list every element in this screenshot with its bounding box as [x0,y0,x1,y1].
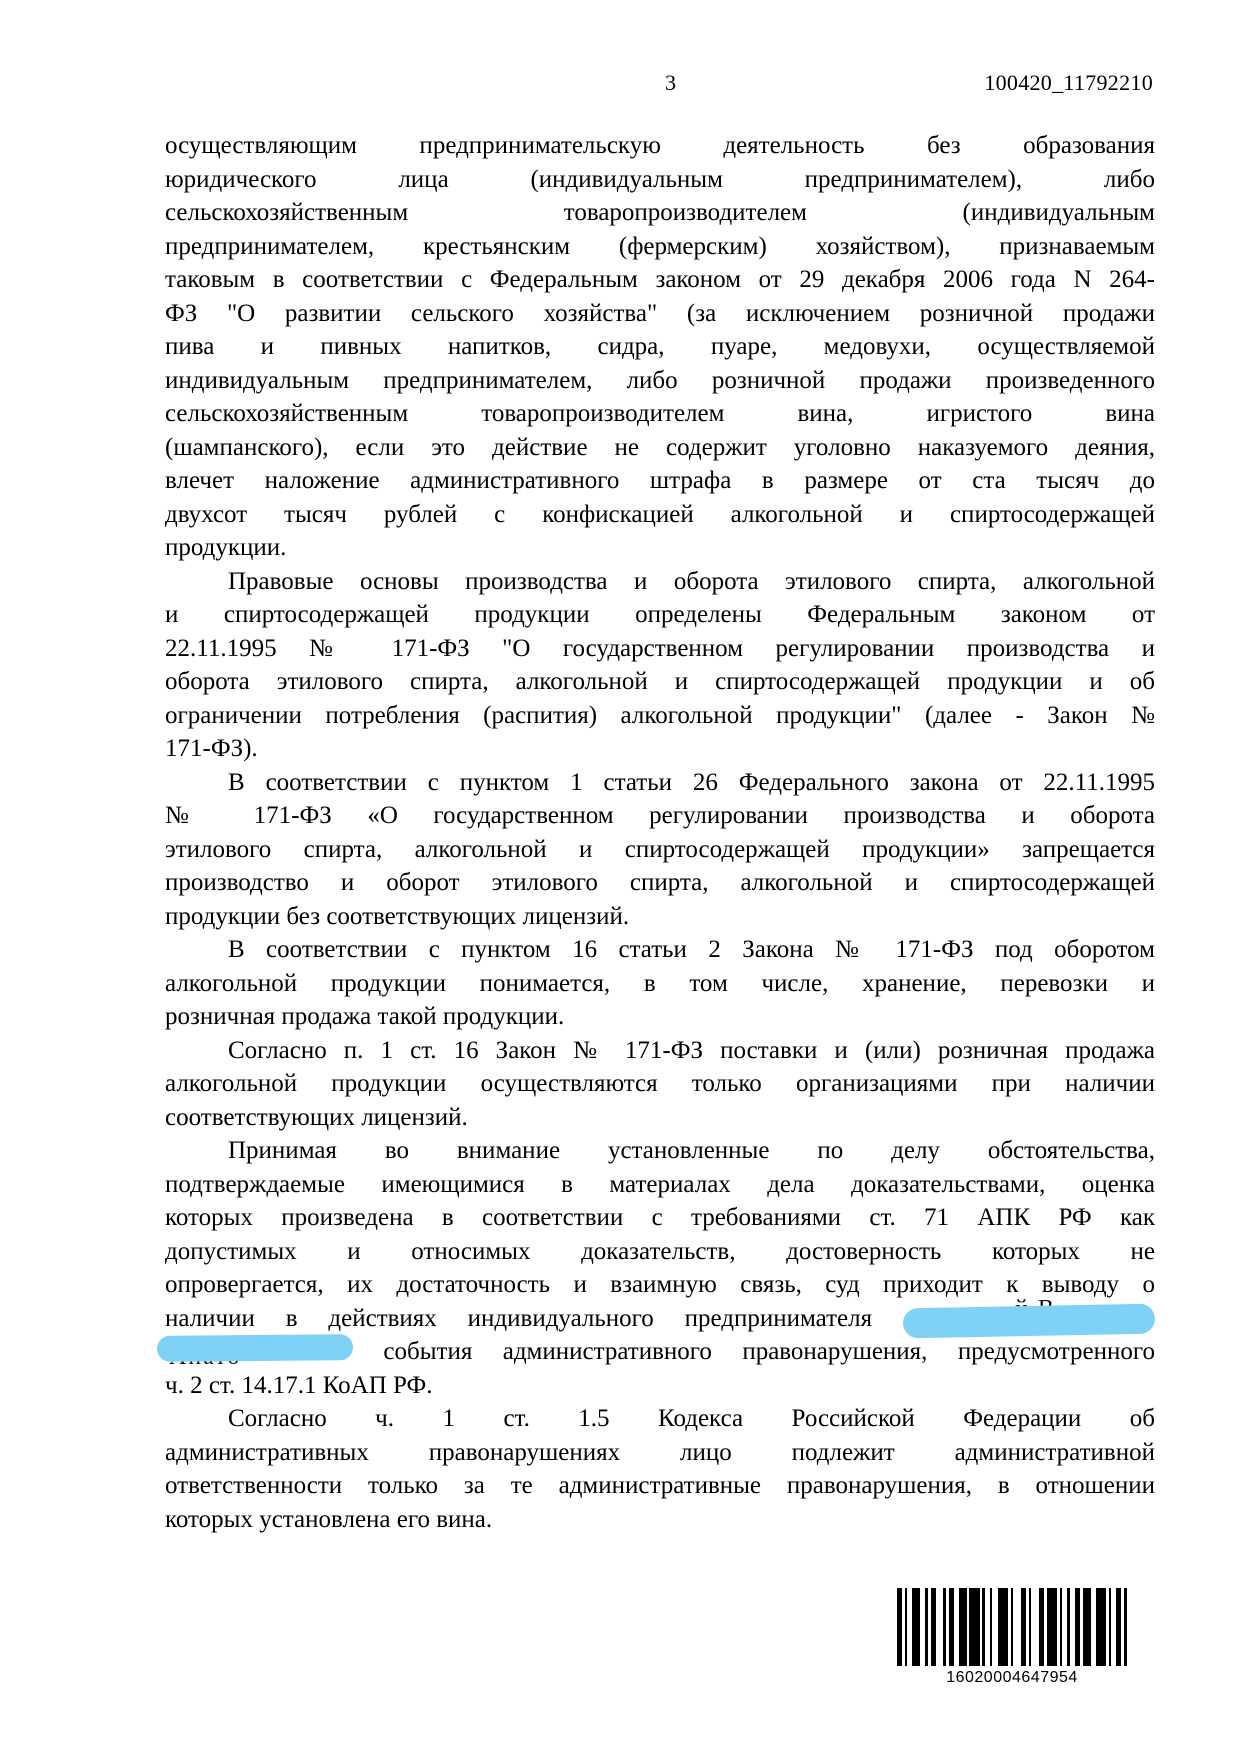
text-line: двухсот тысяч рублей с конфискацией алкогольной и спиртосодержащей [165,500,1155,528]
text-line: ответственности только за те административные правонарушения, в отношении [165,1472,1155,1499]
text-line: предпринимателем, крестьянским (фермерским) хозяйством), признаваемым [165,232,1155,260]
text-line: алкогольной продукции осуществляются только организациями при наличии [165,1070,1155,1097]
text-line: продукции без соответствующих лицензий. [165,902,630,930]
barcode-bar [1124,1588,1127,1666]
barcode-bar [1083,1588,1091,1666]
text-line: производство и оборот этилового спирта, алкогольной и спиртосодержащей [165,869,1155,896]
text-line: ч. 2 ст. 14.17.1 КоАП РФ. [165,1371,433,1399]
text-line: Согласно п. 1 ст. 16 Закон № 171-ФЗ поставки и (или) розничная продажа [228,1036,1155,1064]
barcode-block [897,1588,1127,1687]
text-line: индивидуальным предпринимателем, либо розничной продажи произведенного [165,366,1155,394]
document-id: 100420_11792210 [984,70,1153,95]
paragraph [165,1134,1155,1402]
text-line: административных правонарушениях лицо подлежит административной [165,1438,1155,1466]
text-line: 22.11.1995 № 171-ФЗ "О государственном регулировании производства и [165,634,1155,662]
text-line: пива и пивных напитков, сидра, пуаре, медовухи, осуществляемой [165,333,1155,360]
page-number: 3 [665,70,676,95]
text-line: алкогольной продукции понимается, в том числе, хранение, перевозки и [165,969,1155,997]
redaction-marker [903,1303,1156,1338]
barcode [897,1588,1127,1666]
text-line: события административного правонарушения, предусмотренного [165,1335,1155,1369]
text-line: (шампанского), если это действие не содержит уголовно наказуемого деяния, [165,433,1155,461]
redaction-highlight [903,1306,1155,1336]
text-line: этилового спирта, алкогольной и спиртосодержащей продукции» запрещается [165,835,1155,863]
text-line: продукции. [165,534,287,561]
paragraph [165,1402,1155,1536]
document-text [165,129,1155,1536]
text-line: розничная продажа такой продукции. [165,1003,565,1030]
text-line: 171-ФЗ). [165,735,258,762]
text-line: которых произведена в соответствии с требованиями ст. 71 АПК РФ как [165,1204,1155,1231]
text-line: влечет наложение административного штрафа в размере от ста тысяч до [165,467,1155,494]
barcode-gap [1013,1588,1021,1666]
text-line: В соответствии с пунктом 16 статьи 2 Закона № 171-ФЗ под оборотом [228,936,1155,963]
text-line: допустимых и относимых доказательств, достоверность которых не [165,1237,1155,1265]
paragraph [165,565,1155,766]
page-header [165,70,1155,100]
barcode-bar [998,1588,1008,1666]
barcode-bar [1047,1588,1057,1666]
barcode-number: 16020004647954 [946,1669,1078,1686]
text-line: юридического лица (индивидуальным предпринимателем), либо [165,165,1155,193]
text-line: соответствующих лицензий. [165,1103,468,1131]
barcode-gap [1031,1588,1039,1666]
text-line: В соответствии с пунктом 1 статьи 26 Федерального закона от 22.11.1995 [228,768,1155,796]
text-line: сельскохозяйственным товаропроизводителем (индивидуальным [165,199,1155,226]
text-line: и спиртосодержащей продукции определены Федеральным законом от [165,601,1155,628]
paragraph [165,933,1155,1034]
text-line: Принимая во внимание установленные по делу обстоятельства, [228,1137,1155,1164]
text-line: таковым в соответствии с Федеральным законом от 29 декабря 2006 года N 264- [165,266,1155,293]
barcode-gap [936,1588,944,1666]
text-line: наличии в действиях индивидуального предпринимателя [165,1302,1155,1336]
text-line: № 171-ФЗ «О государственном регулировании производства и оборота [165,802,1155,829]
text-line: Правовые основы производства и оборота этилового спирта, алкогольной [228,567,1155,595]
paragraph [165,1034,1155,1135]
text-line: сельскохозяйственным товаропроизводителем вина, игристого вина [165,400,1155,427]
barcode-bar [912,1588,920,1666]
text-line: осуществляющим предпринимательскую деятельность без образования [165,132,1155,159]
redaction-highlight [157,1335,353,1361]
redaction-marker [157,1334,353,1362]
text-line: подтверждаемые имеющимися в материалах дела доказательствами, оценка [165,1170,1155,1198]
text-line: опровергается, их достаточность и взаимную связь, суд приходит к выводу о [165,1271,1155,1298]
barcode-bar [1096,1588,1106,1666]
text-line: ФЗ "О развитии сельского хозяйства" (за исключением розничной продажи [165,299,1155,327]
barcode-bar [969,1588,979,1666]
text-line: оборота этилового спирта, алкогольной и спиртосодержащей продукции и об [165,668,1155,695]
text-line: которых установлена его вина. [165,1505,493,1533]
text-line: ограничении потребления (распития) алкогольной продукции" (далее - Закон № [165,701,1155,729]
barcode-bar [959,1588,967,1666]
paragraph [165,766,1155,934]
text-line: Согласно ч. 1 ст. 1.5 Кодекса Российской Федерации об [228,1405,1155,1432]
paragraph [165,129,1155,565]
